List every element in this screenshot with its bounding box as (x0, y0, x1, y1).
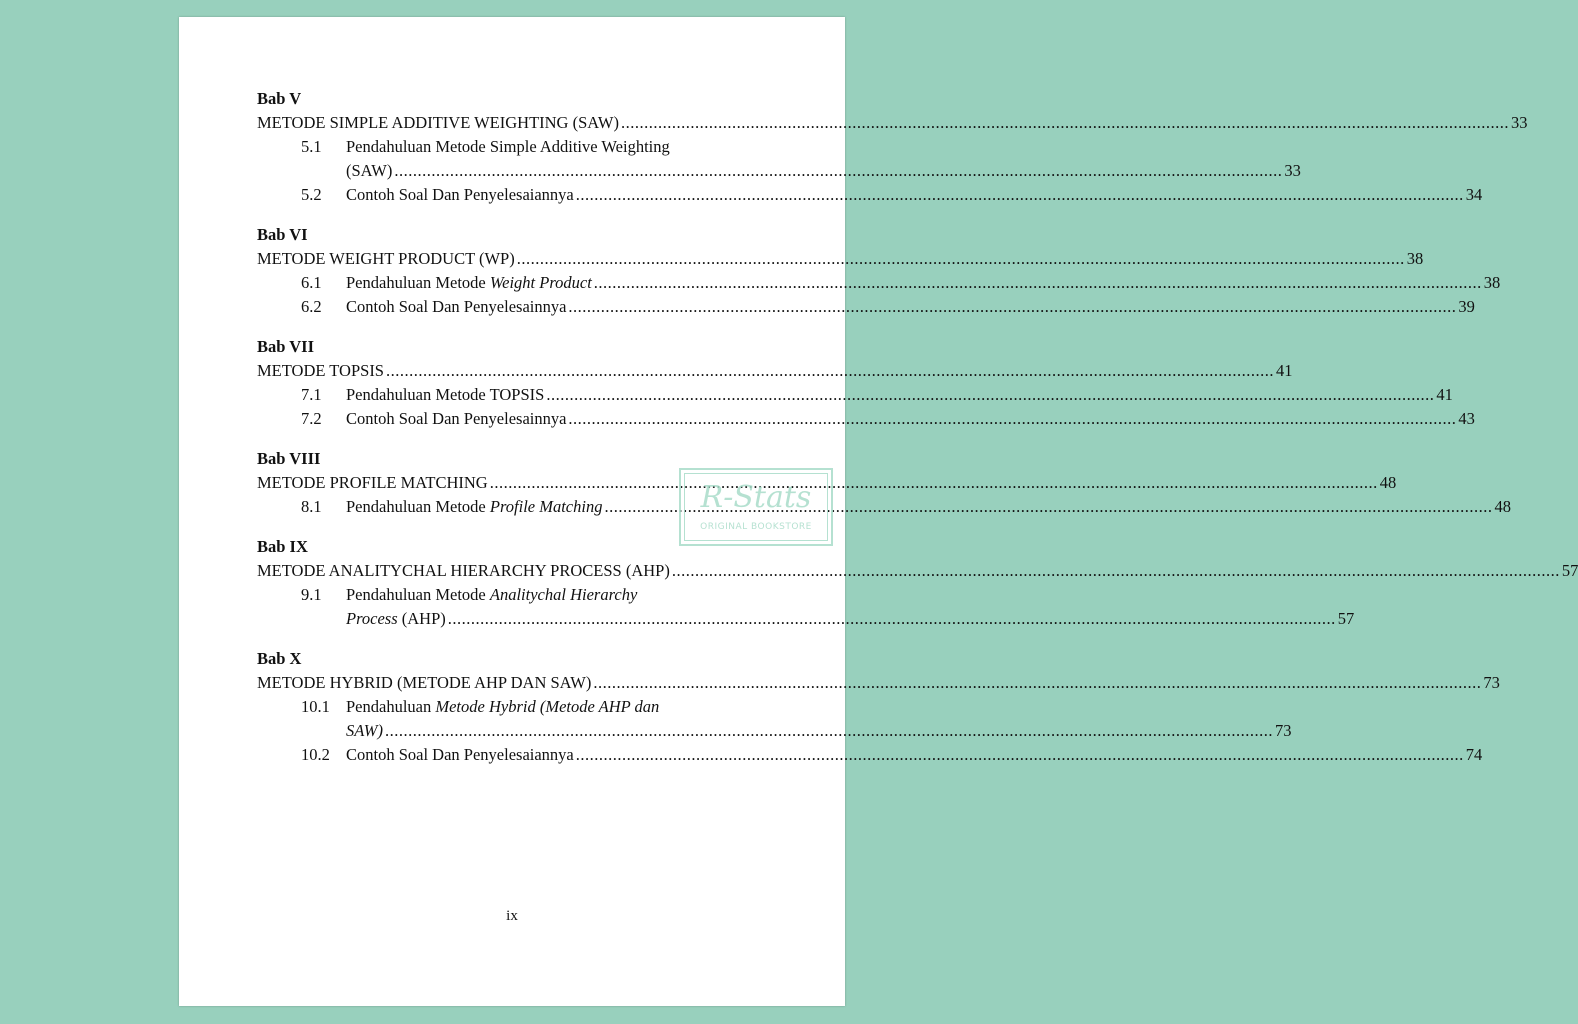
section-title-segment: SAW) (346, 721, 383, 740)
chapter-title: METODE HYBRID (METODE AHP DAN SAW) (257, 673, 592, 692)
section-title-segment: Contoh Soal Dan Penyelesaiannya (346, 745, 574, 764)
section-title (346, 719, 383, 743)
dot-leader (386, 359, 1274, 383)
section-title (346, 695, 1291, 719)
section-page: 74 (1465, 745, 1483, 764)
section-title-segment: Contoh Soal Dan Penyelesainnya (346, 297, 567, 316)
toc-section (257, 583, 1355, 631)
chapter-title-row (257, 359, 1293, 383)
section-title (346, 607, 446, 631)
section-title (346, 495, 602, 519)
toc-section (257, 135, 1301, 183)
section-page: 34 (1465, 185, 1483, 204)
toc-section (257, 743, 1483, 767)
section-title-segment: Pendahuluan Metode (346, 497, 490, 516)
section-title-segment: Analitychal Hierarchy (489, 585, 638, 604)
dot-leader (448, 607, 1336, 631)
dot-leader (385, 719, 1273, 743)
section-title (346, 183, 574, 207)
toc-section (257, 271, 1501, 295)
dot-leader (490, 471, 1378, 495)
chapter-title: METODE SIMPLE ADDITIVE WEIGHTING (SAW) (257, 113, 619, 132)
section-title-segment: Process (346, 609, 398, 628)
section-number: 6.2 (301, 297, 322, 316)
section-page: 41 (1436, 385, 1453, 404)
chapter-title-row (257, 671, 1500, 695)
watermark-text: R-Stats (700, 480, 812, 515)
chapter-page: 33 (1510, 113, 1528, 132)
section-page: 48 (1494, 497, 1511, 516)
toc-section (257, 695, 1292, 743)
toc-section (257, 183, 1483, 207)
toc-section (257, 295, 1475, 319)
chapter-label: Bab V (257, 89, 302, 108)
section-page: 38 (1483, 273, 1501, 292)
section-title-segment: Contoh Soal Dan Penyelesainnya (346, 409, 567, 428)
chapter-label: Bab VII (257, 337, 315, 356)
toc-chapter (257, 647, 1500, 767)
section-number: 9.1 (301, 585, 322, 604)
table-of-contents (257, 87, 1578, 783)
section-number: 7.2 (301, 409, 322, 428)
section-title-segment: Pendahuluan Metode Simple Additive Weighting (346, 137, 670, 156)
section-number: 5.1 (301, 137, 322, 156)
section-page: 43 (1458, 409, 1475, 428)
section-number: 6.1 (301, 273, 322, 292)
page-number: ix (506, 908, 518, 924)
section-title (346, 159, 392, 183)
chapter-title-row (257, 111, 1528, 135)
toc-chapter (257, 335, 1475, 431)
section-page: 57 (1337, 609, 1355, 628)
section-title (346, 407, 566, 431)
section-title-segment: Weight Product (489, 273, 592, 292)
section-number: 8.1 (301, 497, 322, 516)
chapter-title-row (257, 247, 1424, 271)
section-number: 10.2 (301, 745, 330, 764)
dot-leader (621, 111, 1509, 135)
section-title-segment: Contoh Soal Dan Penyelesaiannya (346, 185, 574, 204)
section-title-segment: (AHP) (397, 609, 446, 628)
dot-leader (517, 247, 1405, 271)
toc-section (257, 383, 1453, 407)
section-title-segment: (SAW) (346, 161, 393, 180)
chapter-label: Bab IX (257, 537, 308, 556)
dot-leader (593, 671, 1481, 695)
chapter-label: Bab VIII (257, 449, 321, 468)
chapter-title: METODE ANALITYCHAL HIERARCHY PROCESS (AHP) (257, 561, 670, 580)
dot-leader (594, 271, 1482, 295)
chapter-page: 73 (1483, 673, 1500, 692)
toc-chapter (257, 535, 1578, 631)
watermark-logo (679, 468, 833, 546)
section-title (346, 583, 1354, 607)
chapter-label: Bab X (257, 649, 302, 668)
dot-leader (576, 743, 1464, 767)
section-number: 10.1 (301, 697, 330, 716)
watermark-subtext: ORIGINAL BOOKSTORE (700, 522, 812, 532)
chapter-page: 41 (1276, 361, 1293, 380)
section-title-segment: Pendahuluan Metode TOPSIS (346, 385, 545, 404)
toc-section (257, 407, 1475, 431)
chapter-page: 57 (1561, 561, 1578, 580)
chapter-title-row (257, 559, 1578, 583)
dot-leader (576, 183, 1464, 207)
section-title-segment: Pendahuluan Metode (346, 585, 490, 604)
section-title-segment: Pendahuluan Metode (346, 273, 490, 292)
section-title (346, 295, 566, 319)
section-page: 39 (1458, 297, 1475, 316)
chapter-page: 48 (1379, 473, 1397, 492)
section-title (346, 383, 544, 407)
section-title (346, 135, 1301, 159)
section-title (346, 271, 592, 295)
dot-leader (568, 295, 1456, 319)
chapter-title: METODE TOPSIS (257, 361, 384, 380)
section-title-segment: Pendahuluan (346, 697, 436, 716)
chapter-title: METODE PROFILE MATCHING (257, 473, 488, 492)
chapter-page: 38 (1406, 249, 1424, 268)
dot-leader (568, 407, 1456, 431)
chapter-title: METODE WEIGHT PRODUCT (WP) (257, 249, 515, 268)
toc-chapter (257, 223, 1501, 319)
section-title (346, 743, 574, 767)
document-page (179, 17, 1578, 1006)
section-page: 73 (1274, 721, 1292, 740)
dot-leader (672, 559, 1560, 583)
toc-chapter (257, 87, 1528, 207)
section-page: 33 (1284, 161, 1301, 180)
section-number: 7.1 (301, 385, 322, 404)
section-number: 5.2 (301, 185, 322, 204)
section-title-segment: Metode Hybrid (Metode AHP dan (435, 697, 660, 716)
dot-leader (394, 159, 1282, 183)
dot-leader (546, 383, 1434, 407)
chapter-label: Bab VI (257, 225, 308, 244)
section-title-segment: Profile Matching (489, 497, 603, 516)
